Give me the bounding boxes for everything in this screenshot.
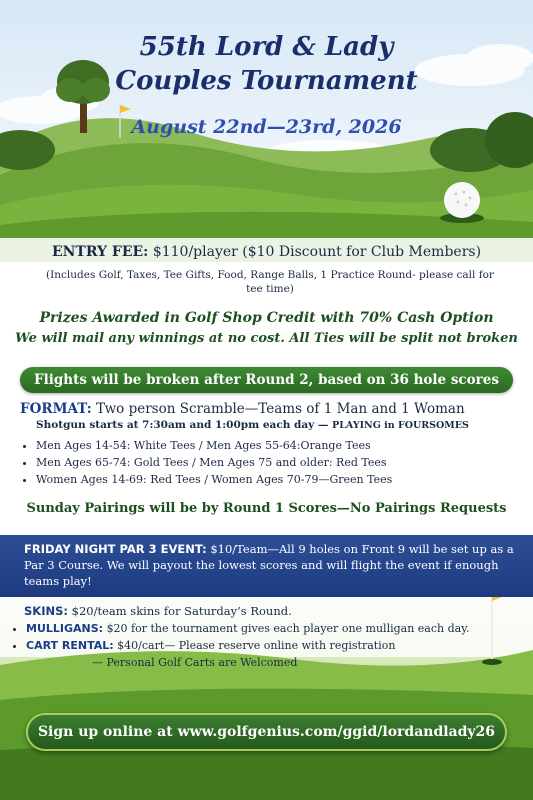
format: [20, 401, 520, 417]
title-line-2: Couples Tournament: [115, 66, 418, 96]
entry-fee-label: ENTRY FEE:: [51, 244, 149, 260]
list-item: • Men Ages 14-54: White Tees / Men Ages 55-64:Orange Tees: [36, 437, 516, 454]
extras-list: [8, 620, 506, 654]
friday-event-text: $10/Team—All 9 holes on Front 9 will be set up as a Par 3 Course. We will payout the lowest scores and will flight the event if enough teams play!: [24, 542, 514, 588]
mulligans-text: $20 for the tournament gives each player one mulligan each day.: [106, 622, 470, 635]
skins-text: $20/team skins for Saturday’s Round.: [71, 604, 292, 618]
skins-label: SKINS:: [24, 604, 68, 618]
prizes-line-2: We will mail any winnings at no cost. All Ties will be split not broken: [15, 331, 518, 346]
prizes-line-1: Prizes Awarded in Golf Shop Credit with 70% Cash Option: [39, 310, 494, 326]
flights-banner: Flights will be broken after Round 2, based on 36 hole scores: [20, 367, 513, 393]
format-label: FORMAT:: [20, 401, 92, 417]
tournament-dates: August 22nd—23rd, 2026: [131, 116, 402, 138]
cart-rental-label: CART RENTAL:: [26, 639, 114, 652]
mulligans: [26, 620, 506, 637]
title-line-1: 55th Lord & Lady: [139, 32, 394, 62]
entry-fee: [0, 244, 533, 260]
entry-fee-text: $110/player ($10 Discount for Club Members): [152, 244, 482, 260]
shotgun-text: Shotgun starts at 7:30am and 1:00pm each day —: [36, 419, 329, 431]
friday-event-label: FRIDAY NIGHT PAR 3 EVENT:: [24, 542, 207, 556]
entry-fee-note: (Includes Golf, Taxes, Tee Gifts, Food, Range Balls, 1 Practice Round- please call for tee time): [46, 269, 494, 295]
mulligans-label: MULLIGANS:: [26, 622, 104, 635]
cart-rental: [26, 637, 506, 654]
signup-link-banner[interactable]: Sign up online at www.golfgenius.com/ggid/lordandlady26: [26, 713, 507, 751]
sunday-pairings: Sunday Pairings will be by Round 1 Scores—No Pairings Requests: [26, 501, 507, 516]
shotgun-starts: [36, 419, 516, 431]
personal-carts-note: — Personal Golf Carts are Welcomed: [92, 656, 298, 669]
skins: [24, 604, 494, 618]
cart-rental-text: $40/cart— Please reserve online with registration: [117, 639, 396, 652]
list-item: • Women Ages 14-69: Red Tees / Women Ages 70-79—Green Tees: [36, 471, 516, 488]
tee-assignments: [18, 437, 516, 488]
list-item: • Men Ages 65-74: Gold Tees / Men Ages 75 and older: Red Tees: [36, 454, 516, 471]
playing-foursomes: PLAYING in FOURSOMES: [332, 420, 469, 431]
friday-event: [24, 541, 514, 589]
format-text: Two person Scramble—Teams of 1 Man and 1 Woman: [96, 401, 465, 417]
